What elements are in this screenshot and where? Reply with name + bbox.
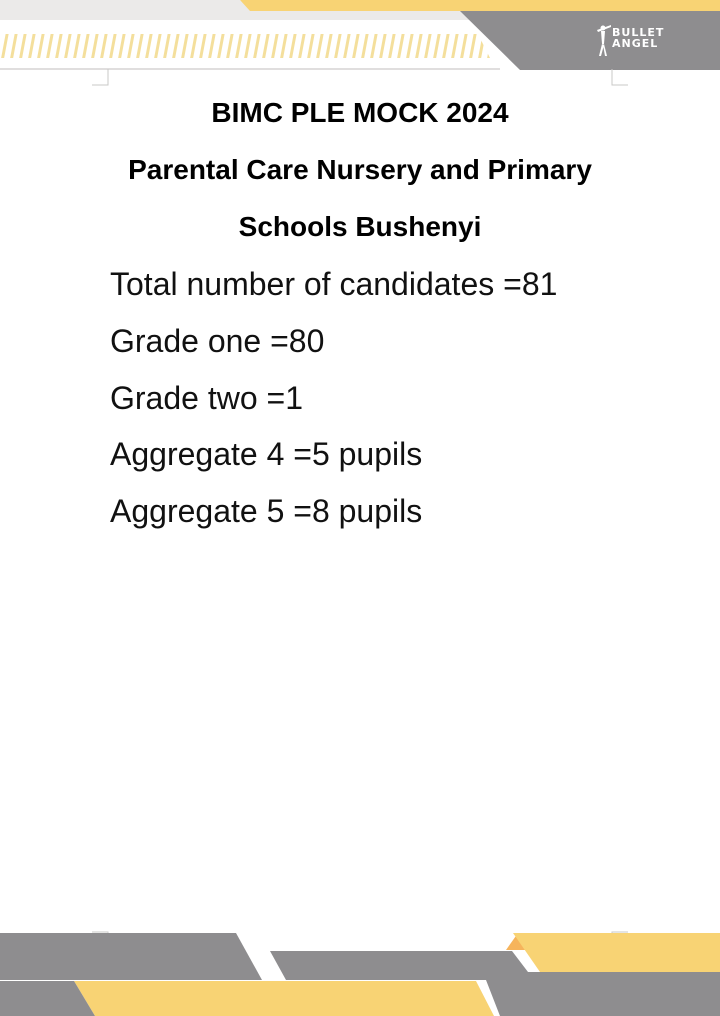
exam-title: BIMC PLE MOCK 2024 — [211, 97, 509, 128]
school-name-line-1: Parental Care Nursery and Primary — [128, 154, 592, 185]
grade-one-line: Grade one =80 — [110, 323, 325, 359]
header-hatch-stripes — [0, 34, 490, 58]
total-candidates-line: Total number of candidates =81 — [110, 266, 558, 302]
logo-line-angel: ANGEL — [612, 37, 659, 50]
footer-yellow-right — [513, 933, 720, 972]
footer-band — [0, 933, 720, 1016]
aggregate-4-line: Aggregate 4 =5 pupils — [110, 436, 423, 472]
aggregate-5-line: Aggregate 5 =8 pupils — [110, 493, 423, 529]
logo-line-bullet: BULLET — [612, 26, 665, 39]
school-name-line-2: Schools Bushenyi — [238, 211, 482, 242]
bullet-angel-logo — [612, 27, 692, 49]
header-top-yellow-strip — [240, 0, 720, 11]
footer-yellow-bottom — [74, 981, 494, 1016]
grade-two-line: Grade two =1 — [110, 380, 303, 416]
footer-gray-left — [0, 933, 262, 980]
